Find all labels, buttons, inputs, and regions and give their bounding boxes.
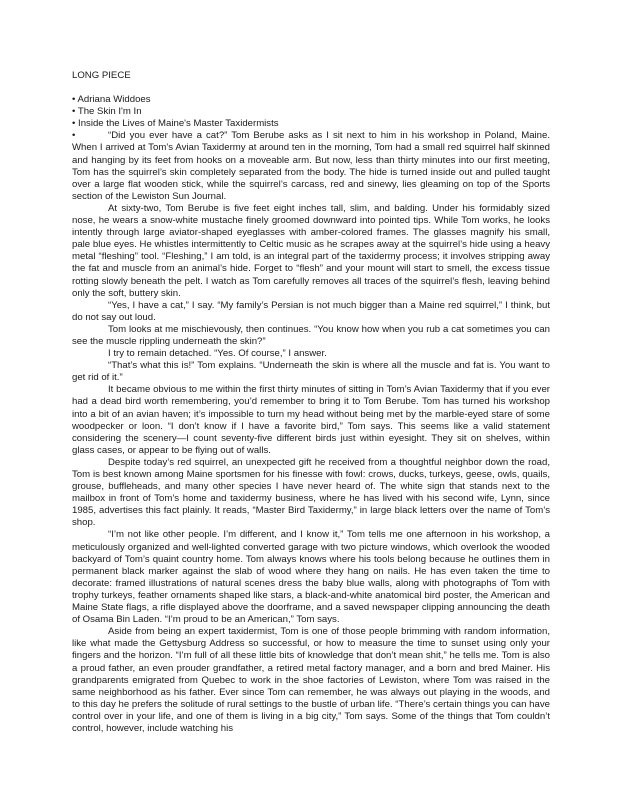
paragraph-text: “Did you ever have a cat?” Tom Berube asks as I sit next to him in his workshop in Poland, Maine. When I arrived at Tom’s Avian Taxidermy at around ten in the morning, Tom had a small red squirrel half skinned and hanging by its feet from hooks on a moveable arm. But now, less than thirty minutes into our first meeting, Tom has the squirrel’s skin completely separated from the body. The hide is turned inside out and pulled taught over a large flat wooden stick, while the squirrel’s carcass, red and sinewy, lies gleaming on top of the Sports section of the Lewiston Sun Journal. bbox=[72, 130, 550, 202]
bullet: • bbox=[72, 106, 76, 118]
author-line bbox=[72, 94, 550, 106]
subtitle-line bbox=[72, 118, 550, 130]
paragraph: Aside from being an expert taxidermist, Tom is one of those people brimming with random information, like what made the Gettysburg Address so successful, or how to measure the time to sunset using only your fingers and the horizon. “I’m full of all these little bits of knowledge that don’t mean shit,” he tells me. Tom is also a proud father, an even prouder grandfather, a retired metal factory manager, and a born and bred Mainer. His grandparents emigrated from Quebec to work in the shoe factories of Lewiston, where Tom was raised in the same neighborhood as his father. Ever since Tom can remember, he was always out playing in the woods, and to this day he prefers the solitude of rural settings to the bustle of urban life. “There’s certain things you can have control over in your life, and one of them is living in a big city,” Tom says. Some of the things that Tom couldn’t control, however, include watching his bbox=[72, 626, 550, 734]
paragraph: “Yes, I have a cat,” I say. “My family’s Persian is not much bigger than a Maine red squirrel,” I think, but do not say out loud. bbox=[72, 299, 550, 323]
author-name: Adriana Widdoes bbox=[77, 94, 151, 106]
bullet: • bbox=[72, 118, 76, 130]
bullet: • bbox=[72, 130, 76, 142]
paragraph bbox=[72, 130, 550, 203]
article-subtitle: Inside the Lives of Maine's Master Taxidermists bbox=[78, 118, 279, 130]
paragraph: “That’s what this is!” Tom explains. “Underneath the skin is where all the muscle and fat is. You want to get rid of it.” bbox=[72, 360, 550, 384]
article-title: The Skin I'm In bbox=[77, 106, 142, 118]
article-meta-list bbox=[72, 94, 550, 130]
section-heading: LONG PIECE bbox=[72, 70, 131, 81]
paragraph: Despite today’s red squirrel, an unexpected gift he received from a thoughtful neighbor down the road, Tom is best known among Maine sportsmen for his finesse with fowl: crows, ducks, turkeys, geese, owls, quails, grouse, buffleheads, and many other species I have never heard of. The white sign that stands next to the mailbox in front of Tom’s home and taxidermy business, where he has lived with his second wife, Lynn, since 1985, advertises this fact plainly. It reads, “Master Bird Taxidermy,” in large black letters over the name of Tom’s shop. bbox=[72, 456, 550, 529]
bullet: • bbox=[72, 94, 76, 106]
title-line bbox=[72, 106, 550, 118]
paragraph: Tom looks at me mischievously, then continues. “You know how when you rub a cat sometimes you can see the muscle rippling underneath the skin?” bbox=[72, 323, 550, 347]
paragraph: I try to remain detached. “Yes. Of course,” I answer. bbox=[108, 348, 327, 360]
paragraph: It became obvious to me within the first thirty minutes of sitting in Tom’s Avian Taxidermy that if you ever had a dead bird worth remembering, you’d remember to bring it to Tom Berube. Tom has turned his workshop into a bit of an avian haven; it’s impossible to turn my head without being met by the marble-eyed stare of some woodpecker or loon. “I don’t know if I have a favorite bird,” Tom says. This seems like a valid statement considering the scenery—I count seventy-five different birds just within eyesight. They sit on shelves, within glass cases, or appear to be flying out of walls. bbox=[72, 384, 550, 456]
paragraph: At sixty-two, Tom Berube is five feet eight inches tall, slim, and balding. Under his formidably sized nose, he wears a snow-white mustache finely groomed downward into pointed tips. While Tom works, he looks intently through large aviator-shaped eyeglasses with amber-colored frames. The glasses magnify his small, pale blue eyes. He whistles intermittently to Celtic music as he scrapes away at the squirrel’s hide using a heavy metal “fleshing” tool. “Fleshing,” I am told, is an integral part of the taxidermy process; it involves stripping away the fat and muscle from an animal’s hide. Forget to “flesh” and your mount will start to smell, the excess tissue rotting slowly beneath the pelt. I watch as Tom carefully removes all traces of the squirrel’s flesh, leaving behind only the soft, buttery skin. bbox=[72, 202, 550, 299]
document-page bbox=[72, 70, 550, 735]
paragraph: “I’m not like other people. I’m different, and I know it,” Tom tells me one afternoon in his workshop, a meticulously organized and well-lighted converted garage with two picture windows, which overlook the wooded backyard of Tom’s quaint country home. Tom always knows where his tools belong because he outlines them in permanent black marker against the slab of wood where they hang on nails. He has even taken the time to decorate: framed illustrations of natural scenes dress the baby blue walls, along with photographs of Tom with trophy turkeys, feather ornaments shaped like stars, a black-and-white anatomical bird poster, the American and Maine State flags, a rifle displayed above the doorframe, and a saved newspaper clipping announcing the death of Osama Bin Laden. “I’m proud to be an American,” Tom says. bbox=[72, 529, 550, 626]
